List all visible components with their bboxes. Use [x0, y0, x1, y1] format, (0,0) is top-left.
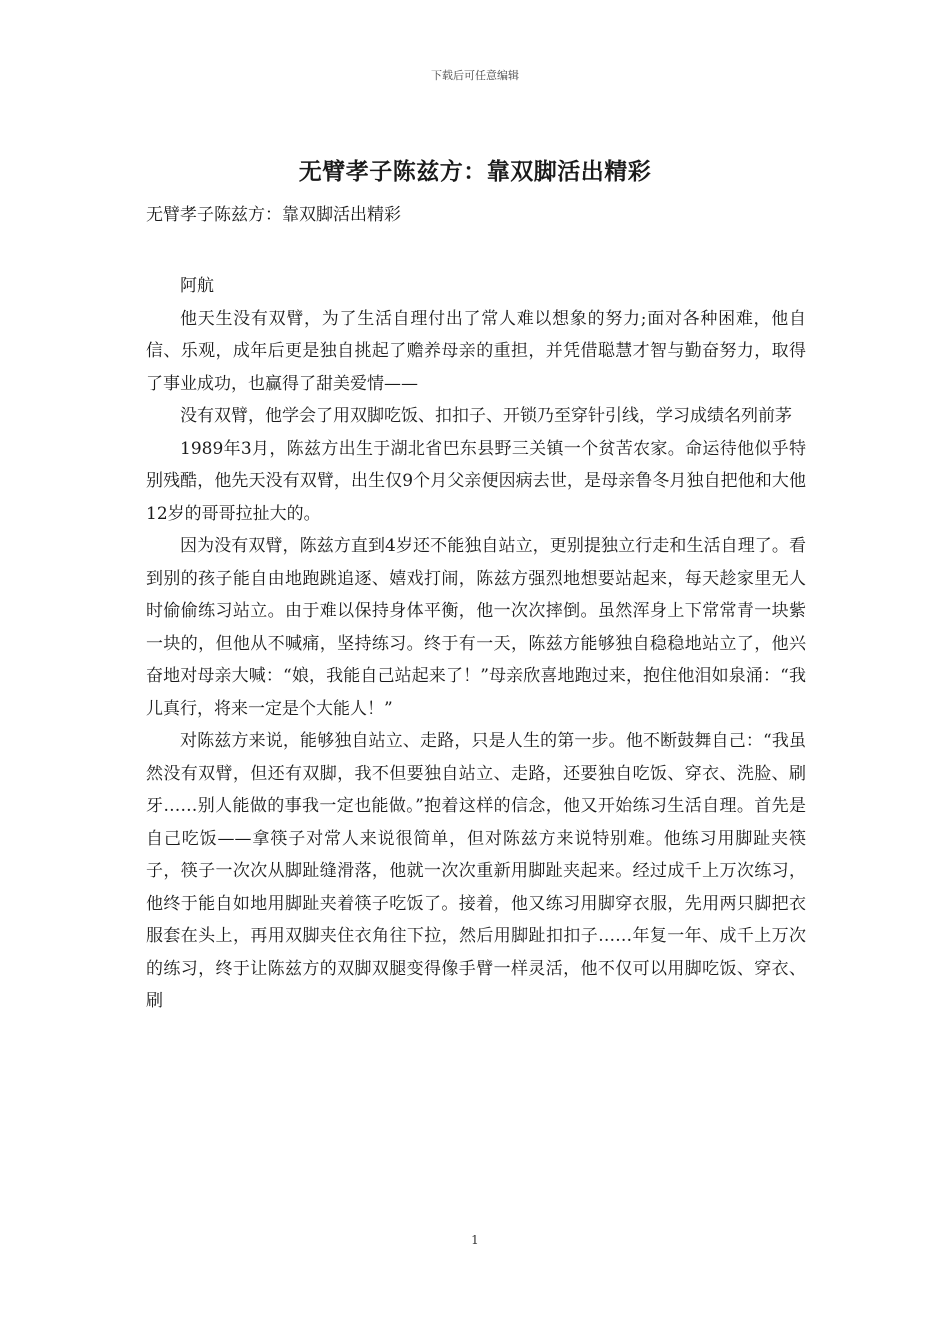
document-subtitle: 无臂孝子陈兹方：靠双脚活出精彩 — [146, 205, 401, 225]
document-body — [146, 270, 806, 1018]
paragraph: 他天生没有双臂，为了生活自理付出了常人难以想象的努力;面对各种困难，他自信、乐观，成年后更是独自挑起了赡养母亲的重担，并凭借聪慧才智与勤奋努力，取得了事业成功，也赢得了甜美爱情—— — [146, 308, 806, 394]
author-line: 阿航 — [180, 276, 214, 296]
paragraph: 没有双臂，他学会了用双脚吃饭、扣扣子、开锁乃至穿针引线，学习成绩名列前茅 — [180, 406, 792, 426]
page-header: 下载后可任意编辑 — [431, 69, 519, 82]
document-title: 无臂孝子陈兹方：靠双脚活出精彩 — [298, 158, 652, 185]
paragraph: 因为没有双臂，陈兹方直到4岁还不能独自站立，更别提独立行走和生活自理了。看到别的孩子能自由地跑跳追逐、嬉戏打闹，陈兹方强烈地想要站起来，每天趁家里无人时偷偷练习站立。由于难以保持身体平衡，他一次次摔倒。虽然浑身上下常常青一块紫一块的，但他从不喊痛，坚持练习。终于有一天，陈兹方能够独自稳稳地站立了，他兴奋地对母亲大喊：“娘，我能自己站起来了！”母亲欣喜地跑过来，抱住他泪如泉涌：“我儿真行，将来一定是个大能人！” — [146, 536, 806, 719]
paragraph: 1989年3月，陈兹方出生于湖北省巴东县野三关镇一个贫苦农家。命运待他似乎特别残酷，他先天没有双臂，出生仅9个月父亲便因病去世，是母亲鲁冬月独自把他和大他12岁的哥哥拉扯大的。 — [146, 438, 806, 524]
paragraph: 对陈兹方来说，能够独自站立、走路，只是人生的第一步。他不断鼓舞自己：“我虽然没有双臂，但还有双脚，我不但要独自站立、走路，还要独自吃饭、穿衣、洗脸、刷牙……别人能做的事我一定也能做。”抱着这样的信念，他又开始练习生活自理。首先是自己吃饭——拿筷子对常人来说很简单，但对陈兹方来说特别难。他练习用脚趾夹筷子，筷子一次次从脚趾缝滑落，他就一次次重新用脚趾夹起来。经过成千上万次练习，他终于能自如地用脚趾夹着筷子吃饭了。接着，他又练习用脚穿衣服，先用两只脚把衣服套在头上，再用双脚夹住衣角往下拉，然后用脚趾扣扣子……年复一年、成千上万次的练习，终于让陈兹方的双脚双腿变得像手臂一样灵活，他不仅可以用脚吃饭、穿衣、刷 — [146, 731, 806, 1011]
page-number: 1 — [471, 1233, 479, 1247]
